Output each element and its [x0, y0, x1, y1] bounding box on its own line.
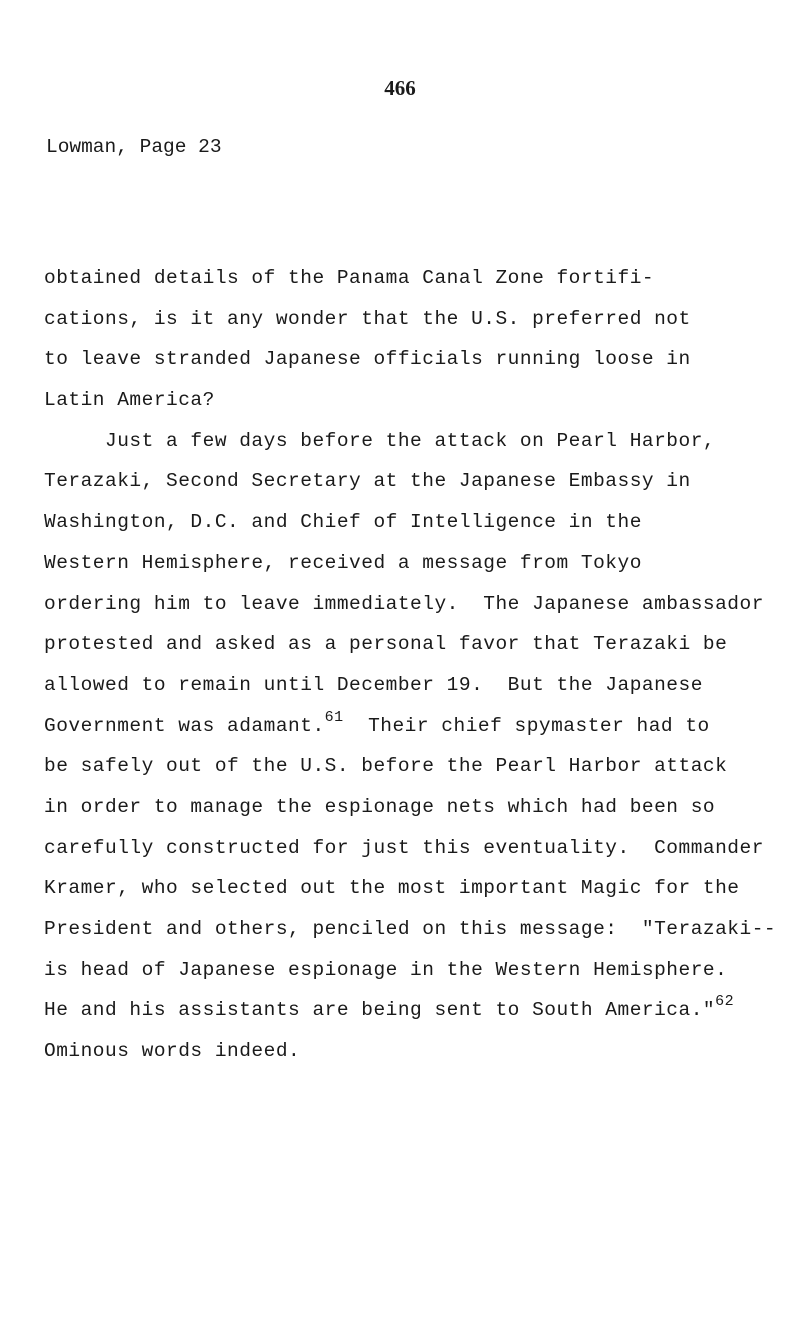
text-line: ordering him to leave immediately. The Japanese ambassador	[44, 592, 764, 615]
text-line: is head of Japanese espionage in the Western Hemisphere.	[44, 958, 728, 981]
text-line: Washington, D.C. and Chief of Intelligence in the	[44, 511, 642, 534]
running-head: Lowman, Page 23	[46, 136, 222, 158]
text-line: protested and asked as a personal favor that Terazaki be	[44, 633, 728, 656]
text-line	[44, 706, 776, 747]
text-line: Kramer, who selected out the most important Magic for the	[44, 877, 740, 900]
footnote-marker: 62	[715, 993, 735, 1011]
text-line: President and others, penciled on this message: "Terazaki--	[44, 918, 777, 940]
text-line: Just a few days before the attack on Pearl Harbor,	[44, 429, 716, 452]
text-line: in order to manage the espionage nets which had been so	[44, 795, 716, 818]
text-line: carefully constructed for just this eventuality. Commander	[44, 836, 764, 859]
text-line: cations, is it any wonder that the U.S. preferred not	[44, 307, 691, 330]
footnote-marker: 61	[324, 708, 344, 726]
line-text: He and his assistants are being sent to South America."	[44, 999, 716, 1022]
body-text	[44, 258, 776, 1072]
text-line: allowed to remain until December 19. But the Japanese	[44, 673, 703, 696]
text-line: Latin America?	[44, 389, 215, 412]
text-line: obtained details of the Panama Canal Zone fortifi-	[44, 267, 655, 289]
line-text: Government was adamant.	[44, 714, 325, 737]
text-line: Western Hemisphere, received a message from Tokyo	[44, 551, 642, 574]
text-line: Terazaki, Second Secretary at the Japanese Embassy in	[44, 470, 691, 493]
page-number: 466	[384, 76, 416, 100]
line-text-continued: Their chief spymaster had to	[343, 714, 710, 737]
text-line: Ominous words indeed.	[44, 1040, 301, 1063]
text-line: to leave stranded Japanese officials running loose in	[44, 348, 691, 371]
text-line	[44, 990, 776, 1031]
text-line: be safely out of the U.S. before the Pearl Harbor attack	[44, 755, 728, 778]
